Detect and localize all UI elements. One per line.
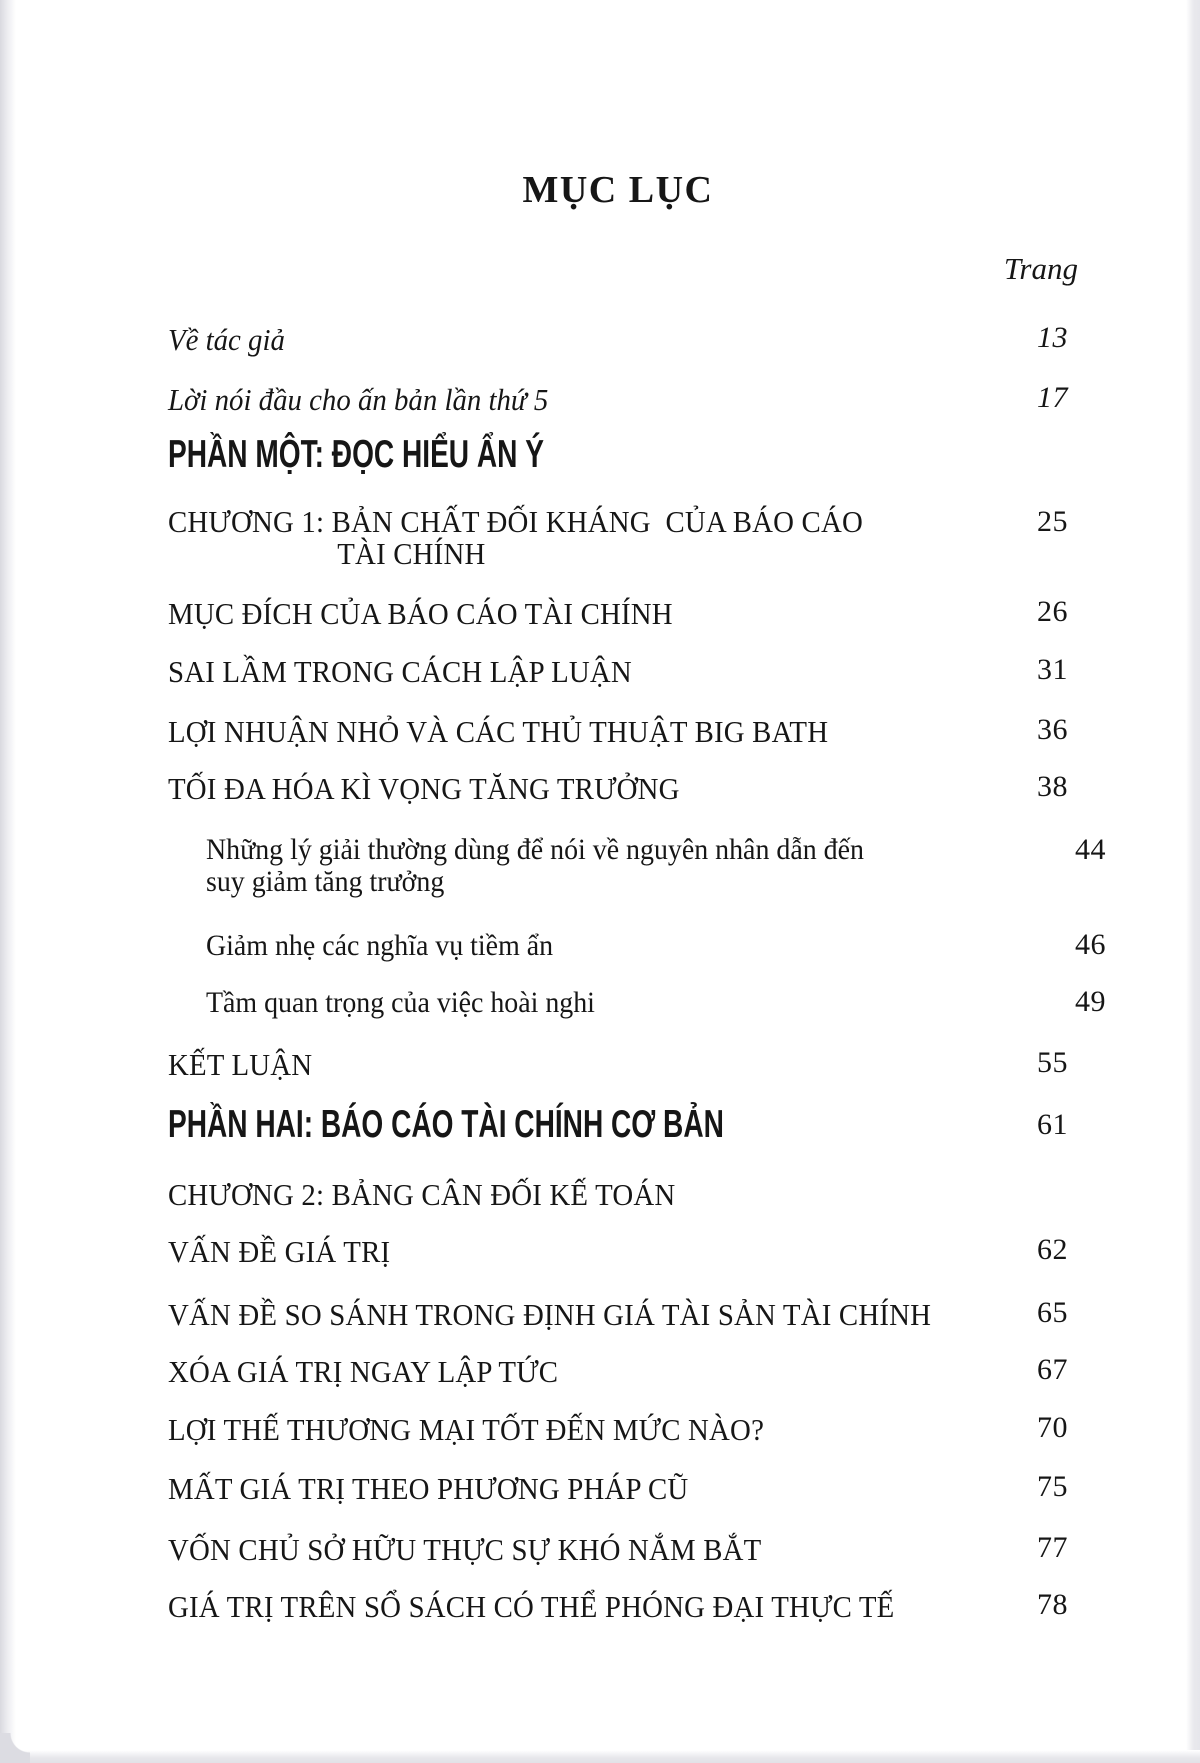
toc-entry-label: Lời nói đầu cho ấn bản lần thứ 5: [168, 382, 549, 417]
toc-entry-label: LỢI THẾ THƯƠNG MẠI TỐT ĐẾN MỨC NÀO?: [168, 1412, 765, 1447]
toc-entry-label: KẾT LUẬN: [168, 1047, 313, 1082]
toc-part-label: PHẦN HAI: BÁO CÁO TÀI CHÍNH CƠ BẢN: [168, 1103, 724, 1146]
toc-row-subitem: [168, 929, 1106, 963]
toc-subentry-label: Những lý giải thường dùng để nói về nguyên nhân dẫn đến: [206, 833, 864, 866]
toc-row: [168, 771, 1068, 807]
toc-chapter-label: CHƯƠNG 1: BẢN CHẤT ĐỐI KHÁNG CỦA BÁO CÁO: [168, 504, 863, 539]
page-edge-right: [1186, 0, 1200, 1763]
toc-entry-page: 38: [1037, 770, 1068, 803]
toc-row-subitem: [168, 834, 1106, 899]
toc-entry-page: 75: [1037, 1470, 1068, 1503]
toc-entry-page: 26: [1037, 595, 1068, 628]
toc-entry-page: 17: [1037, 381, 1068, 414]
toc-row-part-heading: [168, 1103, 1068, 1147]
page-edge-left: [0, 0, 16, 1763]
toc-row: [168, 714, 1068, 750]
toc-row: [168, 1234, 1068, 1270]
page-corner-bottom-left: [0, 1733, 30, 1763]
toc-entry-label: GIÁ TRỊ TRÊN SỔ SÁCH CÓ THỂ PHÓNG ĐẠI THỰC TẾ: [168, 1589, 895, 1624]
toc-row: [168, 1297, 1068, 1333]
toc-subentry-label: Giảm nhẹ các nghĩa vụ tiềm ẩn: [206, 929, 554, 962]
page-title: MỤC LỤC: [522, 169, 714, 211]
toc-entry-page: 70: [1037, 1411, 1068, 1444]
toc-entry-page: 44: [1075, 833, 1106, 866]
toc-row: [168, 1589, 1068, 1625]
toc-entry-label: VỐN CHỦ SỞ HỮU THỰC SỰ KHÓ NẮM BẮT: [168, 1532, 762, 1567]
toc-row: [168, 1354, 1068, 1390]
toc-entry-page: 55: [1037, 1046, 1068, 1079]
toc-row: [168, 1471, 1068, 1507]
toc-part-label: PHẦN MỘT: ĐỌC HIỂU ẨN Ý: [168, 433, 544, 476]
toc-entry-page: 77: [1037, 1531, 1068, 1564]
toc-entry-page: 25: [1037, 505, 1068, 538]
toc-entry-label: LỢI NHUẬN NHỎ VÀ CÁC THỦ THUẬT BIG BATH: [168, 714, 829, 749]
toc-entry-page: 65: [1037, 1296, 1068, 1329]
toc-entry-page: 49: [1075, 985, 1106, 1018]
toc-entry-page: 62: [1037, 1233, 1068, 1266]
toc-entry-label: MỤC ĐÍCH CỦA BÁO CÁO TÀI CHÍNH: [168, 596, 673, 631]
toc-entry-label: SAI LẦM TRONG CÁCH LẬP LUẬN: [168, 654, 632, 689]
toc-entry-page: 78: [1037, 1588, 1068, 1621]
toc-entry-label: TỐI ĐA HÓA KÌ VỌNG TĂNG TRƯỞNG: [168, 771, 680, 806]
toc-row: [168, 1412, 1068, 1448]
toc-row: [168, 1047, 1068, 1083]
toc-row: [168, 322, 1068, 358]
toc-row: [168, 1532, 1068, 1568]
toc-row-subitem: [168, 986, 1106, 1020]
page-column-header: Trang: [1003, 251, 1078, 286]
toc-subentry-label: Tầm quan trọng của việc hoài nghi: [206, 986, 595, 1019]
toc-chapter-label-line2: TÀI CHÍNH: [337, 536, 486, 571]
toc-row-part-heading: [168, 433, 1068, 477]
toc-entry-page: 31: [1037, 653, 1068, 686]
toc-row: [168, 654, 1068, 690]
toc-entry-label: XÓA GIÁ TRỊ NGAY LẬP TỨC: [168, 1354, 559, 1389]
toc-entry-page: 67: [1037, 1353, 1068, 1386]
toc-row: [168, 596, 1068, 632]
toc-entry-page: 61: [1037, 1108, 1068, 1141]
toc-row-chapter: [168, 1177, 1068, 1213]
toc-subentry-label-line2: suy giảm tăng trưởng: [206, 865, 445, 898]
toc-entry-page: 36: [1037, 713, 1068, 746]
toc-entry-label: Về tác giả: [168, 322, 285, 357]
toc-row-chapter: [168, 506, 1068, 572]
toc-entry-label: VẤN ĐỀ GIÁ TRỊ: [168, 1234, 391, 1269]
toc-entry-label: VẤN ĐỀ SO SÁNH TRONG ĐỊNH GIÁ TÀI SẢN TÀI CHÍNH: [168, 1297, 932, 1332]
toc-entry-label: MẤT GIÁ TRỊ THEO PHƯƠNG PHÁP CŨ: [168, 1471, 689, 1506]
toc-entry-page: 46: [1075, 928, 1106, 961]
page-edge-bottom: [0, 1750, 1200, 1763]
toc-row: [168, 382, 1068, 418]
toc-entry-page: 13: [1037, 321, 1068, 354]
toc-chapter-label: CHƯƠNG 2: BẢNG CÂN ĐỐI KẾ TOÁN: [168, 1177, 676, 1212]
